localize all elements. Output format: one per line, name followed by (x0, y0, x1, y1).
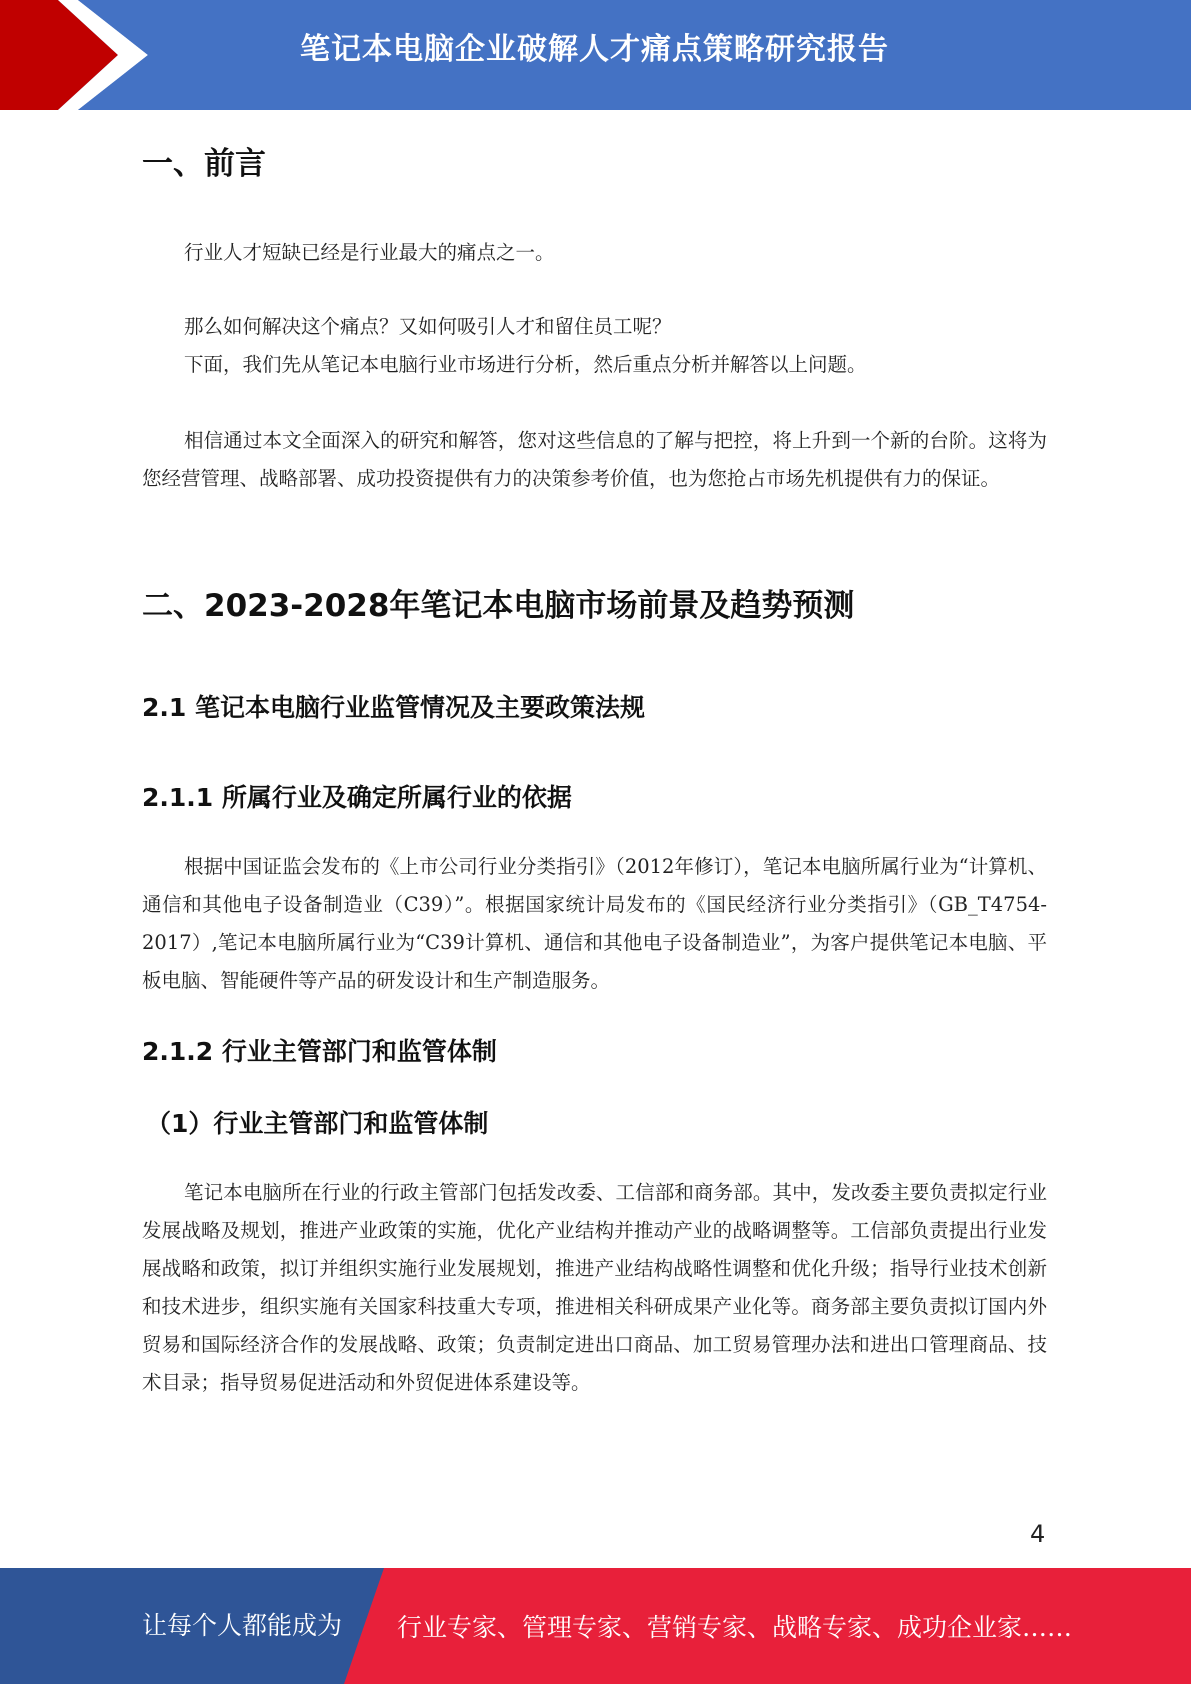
header-banner (0, 0, 1191, 110)
footer-slogan-left: 让每个人都能成为 (142, 1611, 343, 1640)
paragraph: 那么如何解决这个痛点？又如何吸引人才和留住员工呢？ (184, 315, 672, 338)
paragraph: 行业人才短缺已经是行业最大的痛点之一。 (184, 241, 555, 264)
section-heading-market-forecast: 二、2023-2028年笔记本电脑市场前景及趋势预测 (142, 588, 855, 624)
page-number: 4 (1030, 1520, 1046, 1548)
subsection-heading-2-1-1: 2.1.1 所属行业及确定所属行业的依据 (142, 783, 572, 812)
report-title: 笔记本电脑企业破解人才痛点策略研究报告 (300, 32, 889, 67)
paragraph: 相信通过本文全面深入的研究和解答，您对这些信息的了解与把控，将上升到一个新的台阶。这将为您经营管理、战略部署、成功投资提供有力的决策参考价值，也为您抢占市场先机提供有力的保证。 (142, 429, 1047, 490)
subsection-heading-2-1: 2.1 笔记本电脑行业监管情况及主要政策法规 (142, 693, 645, 722)
paragraph: 下面，我们先从笔记本电脑行业市场进行分析，然后重点分析并解答以上问题。 (184, 353, 867, 376)
paragraph: 笔记本电脑所在行业的行政主管部门包括发改委、工信部和商务部。其中，发改委主要负责拟定行业发展战略及规划，推进产业政策的实施，优化产业结构并推动产业的战略调整等。工信部负责提出行业发展战略和政策，拟订并组织实施行业发展规划，推进产业结构战略性调整和优化升级；指导行业技术创新和技术进步，组织实施有关国家科技重大专项，推进相关科研成果产业化等。商务部主要负责拟订国内外贸易和国际经济合作的发展战略、政策；负责制定进出口商品、加工贸易管理办法和进出口管理商品、技术目录；指导贸易促进活动和外贸促进体系建设等。 (142, 1181, 1047, 1394)
paragraph: 根据中国证监会发布的《上市公司行业分类指引》（2012年修订），笔记本电脑所属行业为“计算机、通信和其他电子设备制造业（C39）”。根据国家统计局发布的《国民经济行业分类指引》（GB_T4754-2017）,笔记本电脑所属行业为“C39计算机、通信和其他电子设备制造业”，为客户提供笔记本电脑、平板电脑、智能硬件等产品的研发设计和生产制造服务。 (142, 855, 1047, 992)
footer-slogan-right: 行业专家、管理专家、营销专家、战略专家、成功企业家…… (397, 1613, 1073, 1642)
section-heading-preface: 一、前言 (142, 146, 266, 182)
subsection-heading-2-1-2: 2.1.2 行业主管部门和监管体制 (142, 1037, 497, 1066)
footer-banner (0, 1568, 1191, 1684)
chevron-arrow-icon (0, 0, 160, 110)
sub-item-heading: （1）行业主管部门和监管体制 (146, 1109, 489, 1138)
